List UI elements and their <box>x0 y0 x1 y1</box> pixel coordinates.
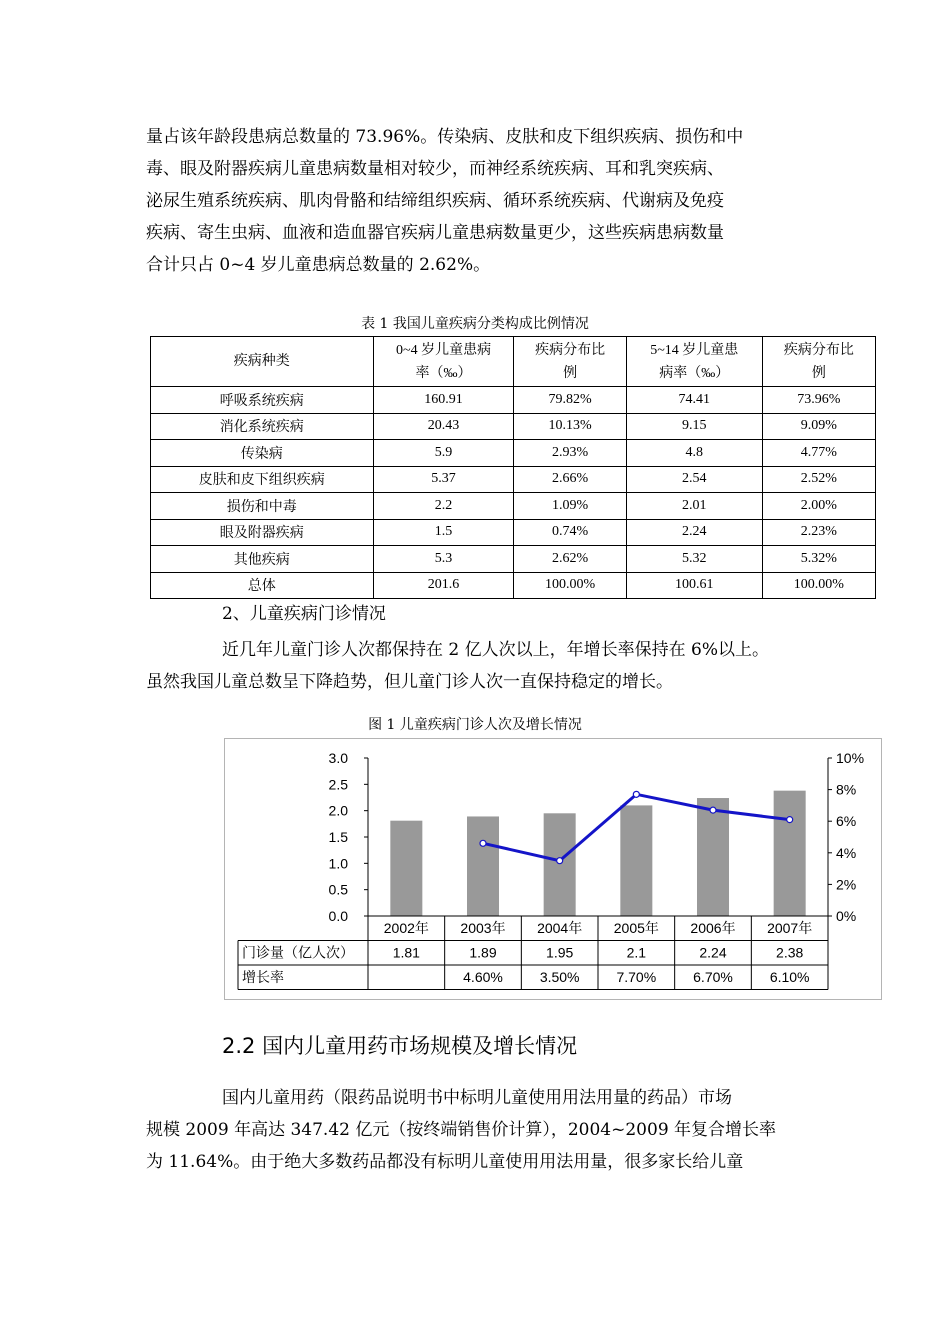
table-row <box>151 413 876 440</box>
table-row <box>151 546 876 573</box>
x-tick-label: 2007年 <box>767 920 813 936</box>
y-right-tick-label: 4% <box>836 844 857 861</box>
series-label-bar: 门诊量（亿人次） <box>242 944 354 961</box>
bar-value-label: 1.81 <box>392 944 420 961</box>
table-cell: 呼吸系统疾病 <box>151 387 374 414</box>
x-tick-label: 2003年 <box>460 920 506 936</box>
y-left-tick-label: 2.5 <box>328 776 348 793</box>
table-header-row <box>151 337 876 387</box>
growth-point <box>480 840 486 846</box>
table-cell: 传染病 <box>151 440 374 467</box>
x-tick-label: 2004年 <box>537 920 583 936</box>
section-heading-outpatient: 2、儿童疾病门诊情况 <box>222 604 386 624</box>
table-cell: 5.37 <box>373 466 514 493</box>
text-line: 近几年儿童门诊人次都保持在 2 亿人次以上，年增长率保持在 6%以上。 <box>222 640 769 660</box>
table-row <box>151 440 876 467</box>
table-cell: 73.96% <box>762 387 875 414</box>
table-cell: 79.82% <box>514 387 626 414</box>
y-left-tick-label: 3.0 <box>328 750 348 766</box>
y-right-tick-label: 6% <box>836 813 857 830</box>
text-line: 规模 2009 年高达 347.42 亿元（按终端销售价计算），2004~2009 年复合增长率 <box>146 1120 777 1140</box>
table-row <box>151 493 876 520</box>
table-cell: 160.91 <box>373 387 514 414</box>
table-cell: 4.77% <box>762 440 875 467</box>
bar-value-label: 2.1 <box>626 944 647 961</box>
table-cell: 2.24 <box>626 519 762 546</box>
table-row <box>151 466 876 493</box>
table-cell: 1.09% <box>514 493 626 520</box>
table-cell: 5.32 <box>626 546 762 573</box>
table-cell: 皮肤和皮下组织疾病 <box>151 466 374 493</box>
table-cell: 5.9 <box>373 440 514 467</box>
table-row <box>151 387 876 414</box>
growth-value-label: 3.50% <box>539 969 580 985</box>
text-line: 泌尿生殖系统疾病、肌肉骨骼和结缔组织疾病、循环系统疾病、代谢病及免疫 <box>146 191 724 211</box>
text-line: 毒、眼及附器疾病儿童患病数量相对较少，而神经系统疾病、耳和乳突疾病、 <box>146 159 724 179</box>
growth-point <box>710 807 716 813</box>
section-heading-2-2: 2.2 国内儿童用药市场规模及增长情况 <box>222 1034 578 1058</box>
table-cell: 2.01 <box>626 493 762 520</box>
table-cell: 2.93% <box>514 440 626 467</box>
table-cell: 201.6 <box>373 572 514 599</box>
growth-value-label: 7.70% <box>616 969 657 985</box>
table-cell: 1.5 <box>373 519 514 546</box>
y-right-tick-label: 10% <box>836 750 865 766</box>
table-caption: 表 1 我国儿童疾病分类构成比例情况 <box>361 316 589 332</box>
table-cell: 100.00% <box>762 572 875 599</box>
table-cell: 2.23% <box>762 519 875 546</box>
table-cell: 2.54 <box>626 466 762 493</box>
table-cell: 2.2 <box>373 493 514 520</box>
table-cell: 2.62% <box>514 546 626 573</box>
figure-caption: 图 1 儿童疾病门诊人次及增长情况 <box>368 717 582 733</box>
text-line: 疾病、寄生虫病、血液和造血器官疾病儿童患病数量更少，这些疾病患病数量 <box>146 223 724 243</box>
outpatient-paragraph <box>146 634 810 698</box>
bar <box>390 821 422 916</box>
growth-point <box>557 858 563 864</box>
table-cell: 74.41 <box>626 387 762 414</box>
growth-value-label: 6.10% <box>769 969 810 985</box>
header-cell: 5~14 岁儿童患 病率（‰） <box>626 337 762 387</box>
series-label-line: 增长率 <box>242 969 284 985</box>
disease-table <box>150 336 876 599</box>
market-paragraph <box>146 1082 810 1178</box>
outpatient-chart <box>224 738 882 1000</box>
text-line: 量占该年龄段患病总数量的 73.96%。传染病、皮肤和皮下组织疾病、损伤和中 <box>146 127 744 147</box>
y-right-tick-label: 8% <box>836 781 857 798</box>
bar <box>620 805 652 916</box>
y-left-tick-label: 0.5 <box>328 881 348 898</box>
header-cell: 疾病种类 <box>151 337 374 387</box>
text-line: 虽然我国儿童总数呈下降趋势，但儿童门诊人次一直保持稳定的增长。 <box>146 672 673 692</box>
growth-point <box>787 817 793 823</box>
table-cell: 9.09% <box>762 413 875 440</box>
bar-value-label: 2.24 <box>699 944 727 961</box>
table-cell: 9.15 <box>626 413 762 440</box>
bar <box>774 791 806 916</box>
text-line: 国内儿童用药（限药品说明书中标明儿童使用用法用量的药品）市场 <box>222 1088 732 1108</box>
header-cell: 疾病分布比 例 <box>762 337 875 387</box>
growth-point <box>633 791 639 797</box>
y-left-tick-label: 2.0 <box>328 802 348 819</box>
text-line: 为 11.64%。由于绝大多数药品都没有标明儿童使用用法用量，很多家长给儿童 <box>146 1152 744 1172</box>
bar-value-label: 2.38 <box>776 944 804 961</box>
header-cell: 疾病分布比 例 <box>514 337 626 387</box>
table-cell: 总体 <box>151 572 374 599</box>
growth-value-label: 6.70% <box>693 969 733 985</box>
table-cell: 100.61 <box>626 572 762 599</box>
intro-paragraph <box>146 121 810 281</box>
table-row <box>151 519 876 546</box>
table-cell: 5.3 <box>373 546 514 573</box>
bar <box>544 813 576 916</box>
x-tick-label: 2005年 <box>613 920 659 936</box>
y-left-tick-label: 0.0 <box>328 908 348 924</box>
y-left-tick-label: 1.0 <box>328 855 348 872</box>
table-cell: 消化系统疾病 <box>151 413 374 440</box>
table-cell: 100.00% <box>514 572 626 599</box>
table-cell: 其他疾病 <box>151 546 374 573</box>
table-cell: 10.13% <box>514 413 626 440</box>
y-right-tick-label: 0% <box>836 908 857 924</box>
y-right-tick-label: 2% <box>836 876 857 893</box>
table-cell: 0.74% <box>514 519 626 546</box>
text-line: 合计只占 0~4 岁儿童患病总数量的 2.62%。 <box>146 255 491 275</box>
bar-value-label: 1.89 <box>469 944 497 961</box>
x-tick-label: 2002年 <box>383 920 429 936</box>
header-cell: 0~4 岁儿童患病 率（‰） <box>373 337 514 387</box>
bar <box>697 798 729 916</box>
table-cell: 眼及附器疾病 <box>151 519 374 546</box>
growth-value-label: 4.60% <box>463 969 503 985</box>
table-row <box>151 572 876 599</box>
y-left-tick-label: 1.5 <box>328 829 348 845</box>
table-cell: 4.8 <box>626 440 762 467</box>
bar <box>467 816 499 916</box>
table-cell: 2.00% <box>762 493 875 520</box>
table-cell: 损伤和中毒 <box>151 493 374 520</box>
table-cell: 20.43 <box>373 413 514 440</box>
table-cell: 2.52% <box>762 466 875 493</box>
bar-value-label: 1.95 <box>546 944 574 961</box>
table-cell: 2.66% <box>514 466 626 493</box>
x-tick-label: 2006年 <box>690 920 736 936</box>
table-cell: 5.32% <box>762 546 875 573</box>
